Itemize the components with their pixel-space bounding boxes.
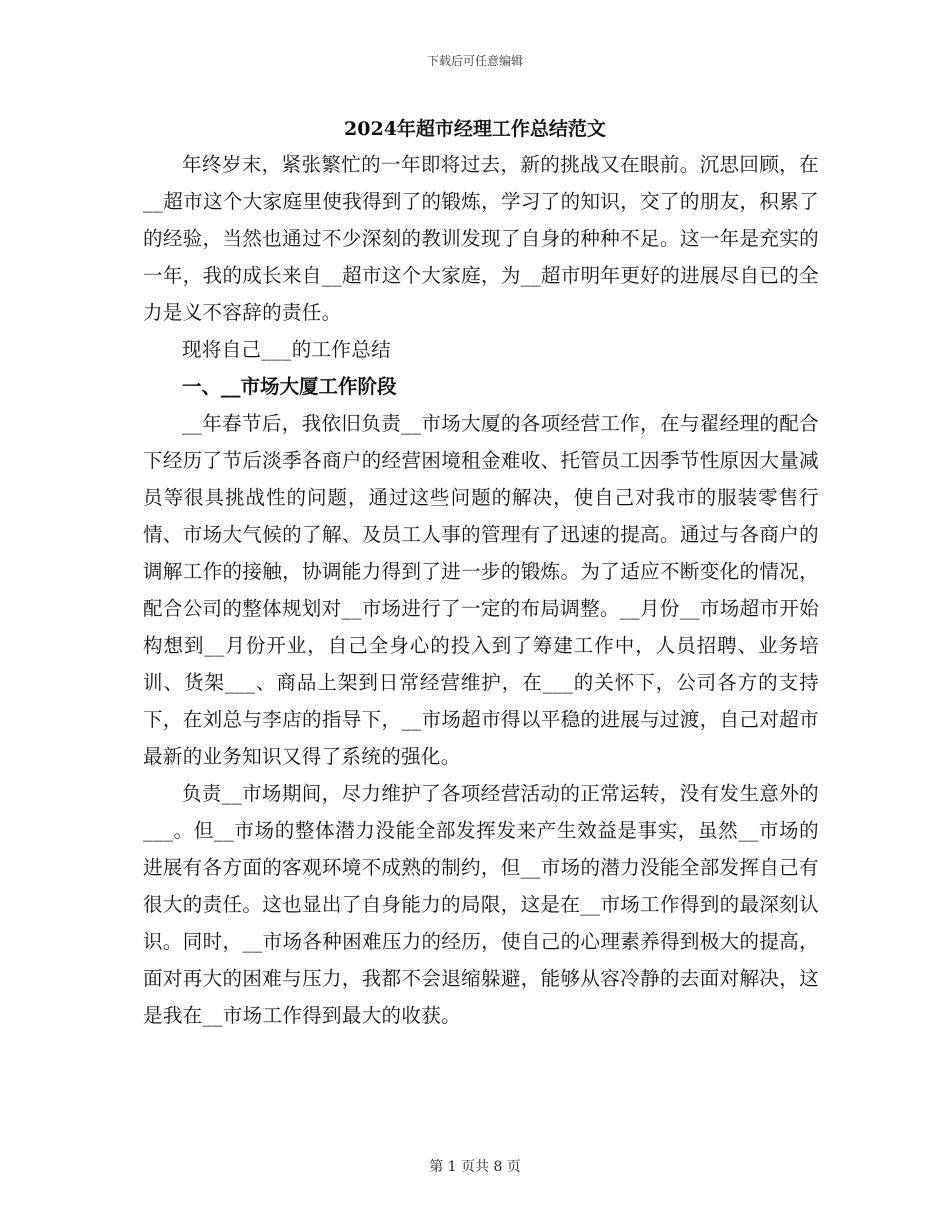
document-body [143, 146, 819, 1034]
section-heading: 一、__市场大厦工作阶段 [182, 375, 397, 398]
intro-paragraph: 年终岁末，紧张繁忙的一年即将过去，新的挑战又在眼前。沉思回顾，在__超市这个大家庭里使我得到了的锻炼，学习了的知识，交了的朋友，积累了的经验，当然也通过不少深刻的教训发现了自身的种种不足。这一年是充实的一年，我的成长来自__超市这个大家庭，为__超市明年更好的进展尽自已的全力是义不容辞的责任。 [143, 153, 819, 324]
section-paragraph-1: __年春节后，我依旧负责__市场大厦的各项经营工作，在与翟经理的配合下经历了节后淡季各商户的经营困境租金难收、托管员工因季节性原因大量减员等很具挑战性的问题，通过这些问题的解决，使自己对我市的服装零售行情、市场大气候的了解、及员工人事的管理有了迅速的提高。通过与各商户的调解工作的接触，协调能力得到了进一步的锻炼。为了适应不断变化的情况，配合公司的整体规划对__市场进行了一定的布局调整。__月份__市场超市开始构想到__月份开业，自己全身心的投入到了筹建工作中，人员招聘、业务培训、货架___、商品上架到日常经营维护，在___的关怀下，公司各方的支持下，在刘总与李店的指导下，__市场超市得以平稳的进展与过渡，自己对超市最新的业务知识又得了系统的强化。 [143, 412, 819, 768]
page-footer: 第 1 页共 8 页 [429, 1159, 521, 1175]
page-header: 下载后可任意编辑 [426, 54, 523, 68]
document-title: 2024年超市经理工作总结范文 [344, 118, 606, 140]
section-paragraph-2: 负责__市场期间，尽力维护了各项经营活动的正常运转，没有发生意外的___。但__市场的整体潜力没能全部发挥发来产生效益是事实，虽然__市场的进展有各方面的客观环境不成熟的制约，但__市场的潜力没能全部发挥自己有很大的责任。这也显出了自身能力的局限，这是在__市场工作得到的最深刻认识。同时，__市场各种困难压力的经历，使自己的心理素养得到极大的提高，面对再大的困难与压力，我都不会退缩躲避，能够从容冷静的去面对解决，这是我在__市场工作得到最大的收获。 [143, 782, 819, 1027]
summary-lead-paragraph: 现将自己___的工作总结 [182, 338, 391, 361]
